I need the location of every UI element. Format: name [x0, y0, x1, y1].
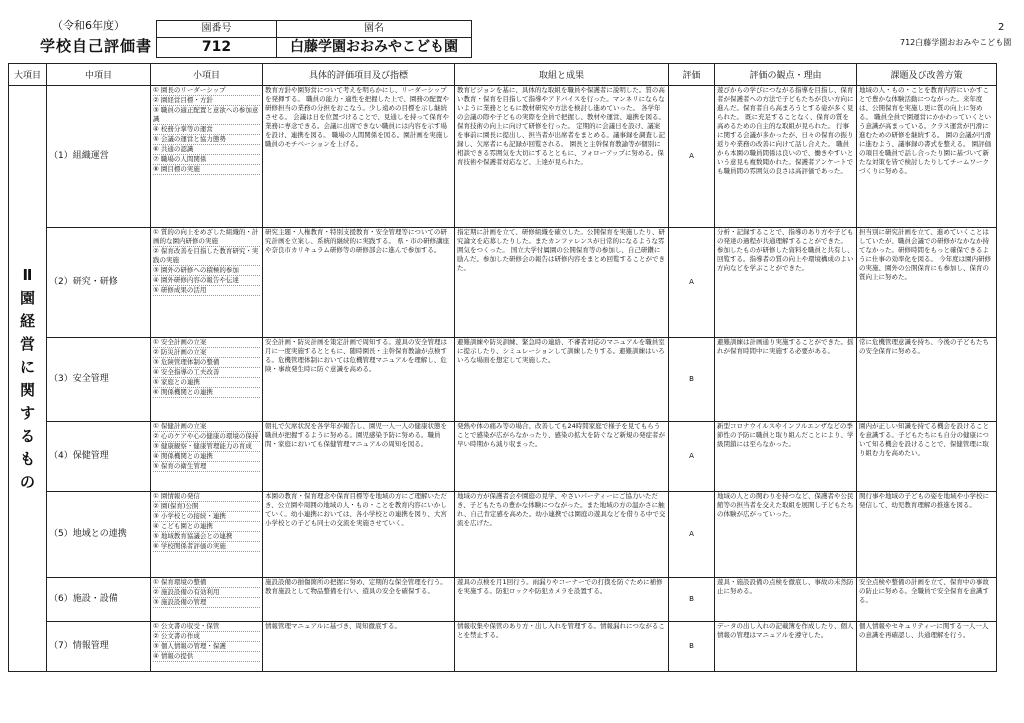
school-name-value: 白藤学園おおみやこども園: [290, 39, 458, 55]
table-row: [9, 422, 997, 492]
minor-item: ② 心のケアや心の健康の環境の保持: [153, 432, 259, 440]
results-cell: 指定期に計画を立て、研修組織を確立した。公開保育を実施したり、研究論文を応募したりした。またカンファレンスが日常的になるような雰囲気をつくった。 国立大学付属園の公開保育等の参加し、自己研鑽に励んだ。参加した研修会の報告は研修内容をまとめ回覧することができた。: [455, 228, 669, 338]
minor-item: ⑤ 家庭との連携: [153, 378, 260, 388]
minor-item: ⑤ 地域教育協議会との連携: [153, 532, 260, 542]
minor-item: ③ 小学校との接続・連携: [153, 512, 260, 522]
col-results: 取組と成果: [455, 64, 669, 86]
improvement-cell: 常に危機管理意識を持ち、今後の子どもたちの安全保育に努める。: [857, 338, 997, 422]
minor-item: ⑦ 職場の人間関係: [153, 155, 260, 165]
minor-item-cell: [151, 338, 263, 422]
improvement-cell: 園内が正しい知識を持てる機会を設けることを意識する。子どもたちにも自分の健康について知る機会を設けることで、保健管理に取り組む力を高めたい。: [857, 422, 997, 492]
major-item-char: 経: [19, 311, 35, 330]
minor-item: ⑤ 保育の衛生管理: [153, 462, 260, 472]
school-code-label: 園番号: [157, 21, 276, 38]
grade-cell: A: [669, 86, 715, 228]
minor-item-list: [153, 338, 260, 398]
minor-item: ⑧ 園目標の実施: [153, 165, 260, 175]
table-row: [9, 86, 997, 228]
minor-item: ③ 個人情報の管理・保護: [153, 642, 260, 652]
viewpoint-cell: 新型コロナウイルスやインフルエンザなどの季節性の予防に職員と取り組んだことにより、学級閉鎖には至らなかった。: [715, 422, 857, 492]
minor-item-cell: [151, 622, 263, 672]
school-info-box: [156, 20, 472, 58]
results-cell: 情報収集や保管のあり方・出し入れを管理する。情報漏れにつながることを禁止する。: [455, 622, 669, 672]
middle-item-cell: （1）組織運営: [47, 86, 151, 228]
major-item-char: る: [19, 426, 35, 445]
major-item-char: 営: [19, 334, 35, 353]
minor-item: ① 質的の向上をめざした組織的・計画的な園内研修の実施: [153, 228, 259, 245]
minor-item: ④ 園外研修内容の報告や伝達: [153, 276, 260, 286]
minor-item: ② 防災計画の立案: [153, 348, 260, 358]
grade-cell: B: [669, 578, 715, 622]
minor-item-cell: [151, 86, 263, 228]
middle-item-cell: （5）地域との連携: [47, 492, 151, 578]
school-code-cell: [157, 21, 277, 57]
minor-item: ⑥ 共通の認識: [153, 145, 260, 155]
minor-item-list: [153, 422, 260, 472]
minor-item-list: [153, 228, 260, 296]
col-minor: 小項目: [151, 64, 263, 86]
table-row: [9, 492, 997, 578]
grade-cell: B: [669, 622, 715, 672]
improvement-cell: 関行事や地域の子どもの姿を地域や小学校に発信して、幼児教育理解の推進を図る。: [857, 492, 997, 578]
minor-item: ③ 健康観察・健康管理能力の育成: [153, 442, 260, 452]
minor-item: ⑥ 学校関係者評価の実施: [153, 542, 260, 552]
minor-item: ⑥ 関係機関との連携: [153, 388, 260, 398]
results-cell: 地域の方が保護者会や園庭の見学、やさいパーティーにご協力いただき、子どもたちの豊かな体験につながった。また地域の方の温かさに触れ、自己肯定感を高めた。幼小連携では園庭の遊具などを借りる中で交流を広げた。: [455, 492, 669, 578]
major-item-char: Ⅱ: [22, 265, 33, 284]
improvement-cell: 担当別に研究計画を立て、進めていくことはしていたが、職員会議での研修がなかなか持てなかった。研修時間をもっと確保できるように仕事の効率化を図る。 今年度は園内研修の実施、園外の公開保育にも参加し、保育の質向上に努めた。: [857, 228, 997, 338]
grade-cell: A: [669, 422, 715, 492]
minor-item: ① 公文書の収受・保管: [153, 622, 260, 632]
col-improvement: 課題及び改善方策: [857, 64, 997, 86]
col-grade: 評価: [669, 64, 715, 86]
viewpoint-cell: 地域の人との関わりを持つなど、保護者や公民館等の担当者を交えた取組を展開し子どもたちの体験が広がっていった。: [715, 492, 857, 578]
viewpoint-cell: 分析・記録することで、指導のあり方や子どもの発達の過程が共通理解することができた。 参加したものが研修した資料を職員と共有し、回覧する。指導者の質の向上や環境構成のよい方向などを学ぶことができた。: [715, 228, 857, 338]
minor-item-list: [153, 492, 260, 552]
viewpoint-cell: 遊具・施設設備の点検を徹底し、事故の未然防止に努める。: [715, 578, 857, 622]
results-cell: 遊具の点検を月1回行う。雨漏りやコーナーでの打撲を防ぐために補修を実施する。防犯ロックや防犯カメラを設置する。: [455, 578, 669, 622]
viewpoint-cell: データの出し入れの記載簿を作成したり、個人情報の管理はマニュアルを遵守した。: [715, 622, 857, 672]
grade-cell: A: [669, 492, 715, 578]
table-row: [9, 622, 997, 672]
criteria-cell: 安全計画・防災計画を策定計画で周知する。遊具の安全管理は月に一度実施するとともに、随時園長・主幹保育教諭が点検する。危機管理体制においては危機管理マニュアルを理解し、危険・事故発生時に防ぐ意識を高める。: [263, 338, 455, 422]
grade-cell: B: [669, 338, 715, 422]
major-item-char: 園: [19, 288, 35, 307]
major-item-char: 関: [19, 380, 35, 399]
header-row: [9, 64, 997, 86]
page-caption: 712白藤学園おおみやこども園: [900, 38, 1012, 47]
col-major: 大項目: [9, 64, 47, 86]
minor-item: ① 保育環境の整備: [153, 578, 260, 588]
middle-item-cell: （4）保健管理: [47, 422, 151, 492]
minor-item: ④ 校務分掌等の運営: [153, 125, 260, 135]
minor-item-list: [153, 86, 260, 175]
minor-item: ③ 危険管理体制の整備: [153, 358, 260, 368]
improvement-cell: 安全点検や整備の計画を立て、保育中の事故の防止に努める。全職員で安全保育を意識する。: [857, 578, 997, 622]
minor-item: ① 園情報の発信: [153, 492, 260, 502]
document-title: 学校自己評価書: [40, 37, 153, 55]
minor-item: ③ 職員の適正配置と意欲への参加意識: [153, 106, 259, 123]
col-viewpoint: 評価の観点・理由: [715, 64, 857, 86]
minor-item: ④ こども園との連携: [153, 522, 260, 532]
minor-item-list: [153, 578, 260, 608]
minor-item: ① 園長のリーダーシップ: [153, 86, 260, 96]
viewpoint-cell: 遊びからの学びにつながる指導を目指し、保育者が保護者への方法で子どもたちが良い方向に進んだ。保育者自ら高まろうとする姿が多く見られた。 既に充足することなく、保育の質を高めるための自主的な取組が見られた。 行事に関する会議が多かったが、日々の保育の振り返りや業務の改善に向けて話し合えた。 職員から本園の職員間係は良いので、働きやすいという意見も複数聞かれた。保護者アンケートでも職員間の雰囲気の良さは高評価であった。: [715, 86, 857, 228]
major-item-char: も: [19, 449, 35, 468]
table-row: [9, 578, 997, 622]
school-name-cell: [277, 21, 471, 57]
results-cell: 教育ビジョンを基に、具体的な取組を職員や保護者に説明した。質の高い教育・保育を目指して指導やアドバイスを行った。マンネリにならないように業務とともに教材研究や方法を検討し進めていった。 各学年の会議の際や子どもの実際を全員で把握し、教材や運営、連携を図る。保育技術の向上に向けて研修を行った。 定期的に会議日を設け、議案を事前に園長に提出し、担当者が出席者をまとめる。議事録を調査し記録し、欠席者にも記録が回覧される。 園長と主幹保育教諭等が個別に相談できる雰囲気を大切にするとともに、フォローアップに努める。保育技術や保護者対応など、上達が見られた。: [455, 86, 669, 228]
fiscal-year: （令和6年度）: [52, 19, 125, 32]
minor-item: ③ 園外の研修への積極的参加: [153, 266, 260, 276]
minor-item: ⑤ 会議の運営と協力態勢: [153, 135, 260, 145]
minor-item: ② 施設設備の有効利用: [153, 588, 260, 598]
table-row: [9, 338, 997, 422]
criteria-cell: 情報管理マニュアルに基づき、周知徹底する。: [263, 622, 455, 672]
minor-item: ① 保健計画の立案: [153, 422, 260, 432]
table-row: [9, 228, 997, 338]
minor-item: ① 安全計画の立案: [153, 338, 260, 348]
criteria-cell: 施設設備の損傷箇所の把握に努め、定期的な保全管理を行う。教育施設として物品整備を行い、遊具の安全を確保する。: [263, 578, 455, 622]
minor-item: ④ 情報の提供: [153, 652, 260, 662]
col-criteria: 具体的評価項目及び指標: [263, 64, 455, 86]
results-cell: 避難訓練や防災訓練、緊急時の連絡、不審者対応のマニュアルを職員室に提示したり、シミュレーションして訓練したりする。避難訓練はいろいろな場面を想定して実施した。: [455, 338, 669, 422]
minor-item: ③ 施設設備の管理: [153, 598, 260, 608]
criteria-cell: 研究主題・人権教育・特別支援教育・安全管理等についての研究計画を立案し、系統的継続的に実践する。 県・市の研修講座や奈良市カリキュラム研修等の研修部会に進んで参加する。: [263, 228, 455, 338]
middle-item-cell: （6）施設・設備: [47, 578, 151, 622]
minor-item-list: [153, 622, 260, 662]
col-middle: 中項目: [47, 64, 151, 86]
viewpoint-cell: 避難訓練は計画通り実施することができた。揺れが保育時間中に実施する必要がある。: [715, 338, 857, 422]
criteria-cell: 本園の教育・保育理念や保育目標等を地域の方にご理解いただき、公立園や周囲の地域の人・もの・ことを教育内容にいかしていく。幼小連携においては、各小学校との連携を図り、大宮小学校との子ども同士の交流を実施させていく。: [263, 492, 455, 578]
minor-item-cell: [151, 228, 263, 338]
major-item-char: に: [19, 357, 35, 376]
middle-item-cell: （7）情報管理: [47, 622, 151, 672]
major-item-char: の: [19, 472, 35, 491]
results-cell: 発熱や体の痛み等の場合、改善しても24時間家庭で様子を見てもらうことで感染が広がらなかったり、感染の拡大を防ぐなど新規の発症者が早い時期から減り収まった。: [455, 422, 669, 492]
page-number: 2: [998, 22, 1005, 33]
minor-item-cell: [151, 578, 263, 622]
criteria-cell: 教育方針や園努営について考えを明らかにし、リーダーシップを発揮する。 職員の能力・適性を把握した上で、園務の配置や研修担当の業務の分担をおこなう。少し遠めの目標を示し継続させる。 会議は日を位置づけることで、見通しを持って保育や業務に専念できる。会議に出席できない職員には内容を示す場を設け、連携を図る。 職場の人間関係を図る。園計画を実施し職員のモチベーションを上げる。: [263, 86, 455, 228]
school-code-value: 712: [201, 39, 232, 55]
middle-item-cell: （3）安全管理: [47, 338, 151, 422]
evaluation-table: [8, 63, 997, 672]
minor-item: ② 園(保育)公開: [153, 502, 260, 512]
major-item-cell: [9, 86, 47, 672]
minor-item: ② 園経営目標・方針: [153, 96, 260, 106]
minor-item-cell: [151, 422, 263, 492]
minor-item: ④ 関係機関との連携: [153, 452, 260, 462]
improvement-cell: 個人情報やセキュリティーに関する一人一人の意識を再確認し、共通理解を行う。: [857, 622, 997, 672]
major-item-char: す: [19, 403, 35, 422]
minor-item: ④ 安全指導の工夫改善: [153, 368, 260, 378]
school-name-label: 園名: [277, 21, 471, 38]
minor-item: ⑤ 研修成果の活用: [153, 286, 260, 296]
middle-item-cell: （2）研究・研修: [47, 228, 151, 338]
minor-item-cell: [151, 492, 263, 578]
improvement-cell: 地域の人・もの・ことを教育内容にいかすことで豊かな体験活動につながった。来年度は、公開保育を実施し更に質の向上に努める。 職員全員で園運営にかかわっていくという意識が高まっている。クラス運営が円滑に進むための研修を継続する。 園の会議が円滑に進むよう、議事録の書式を整える。 園評価の項目を職員で話し合ったり園に基づいて新たな対策を皆で検討したりしてチームワークづくりに努める。: [857, 86, 997, 228]
grade-cell: A: [669, 228, 715, 338]
criteria-cell: 朝礼で欠席状況を各学年が報告し、園児一人一人の健康状態を職員が把握するように努める。園児感染予防に努める。職員間・家庭においても保健管理マニュアルの周知を図る。: [263, 422, 455, 492]
minor-item: ② 保育改善を目指した教育研究・実践の実施: [153, 247, 259, 264]
minor-item: ② 公文書の作成: [153, 632, 260, 642]
